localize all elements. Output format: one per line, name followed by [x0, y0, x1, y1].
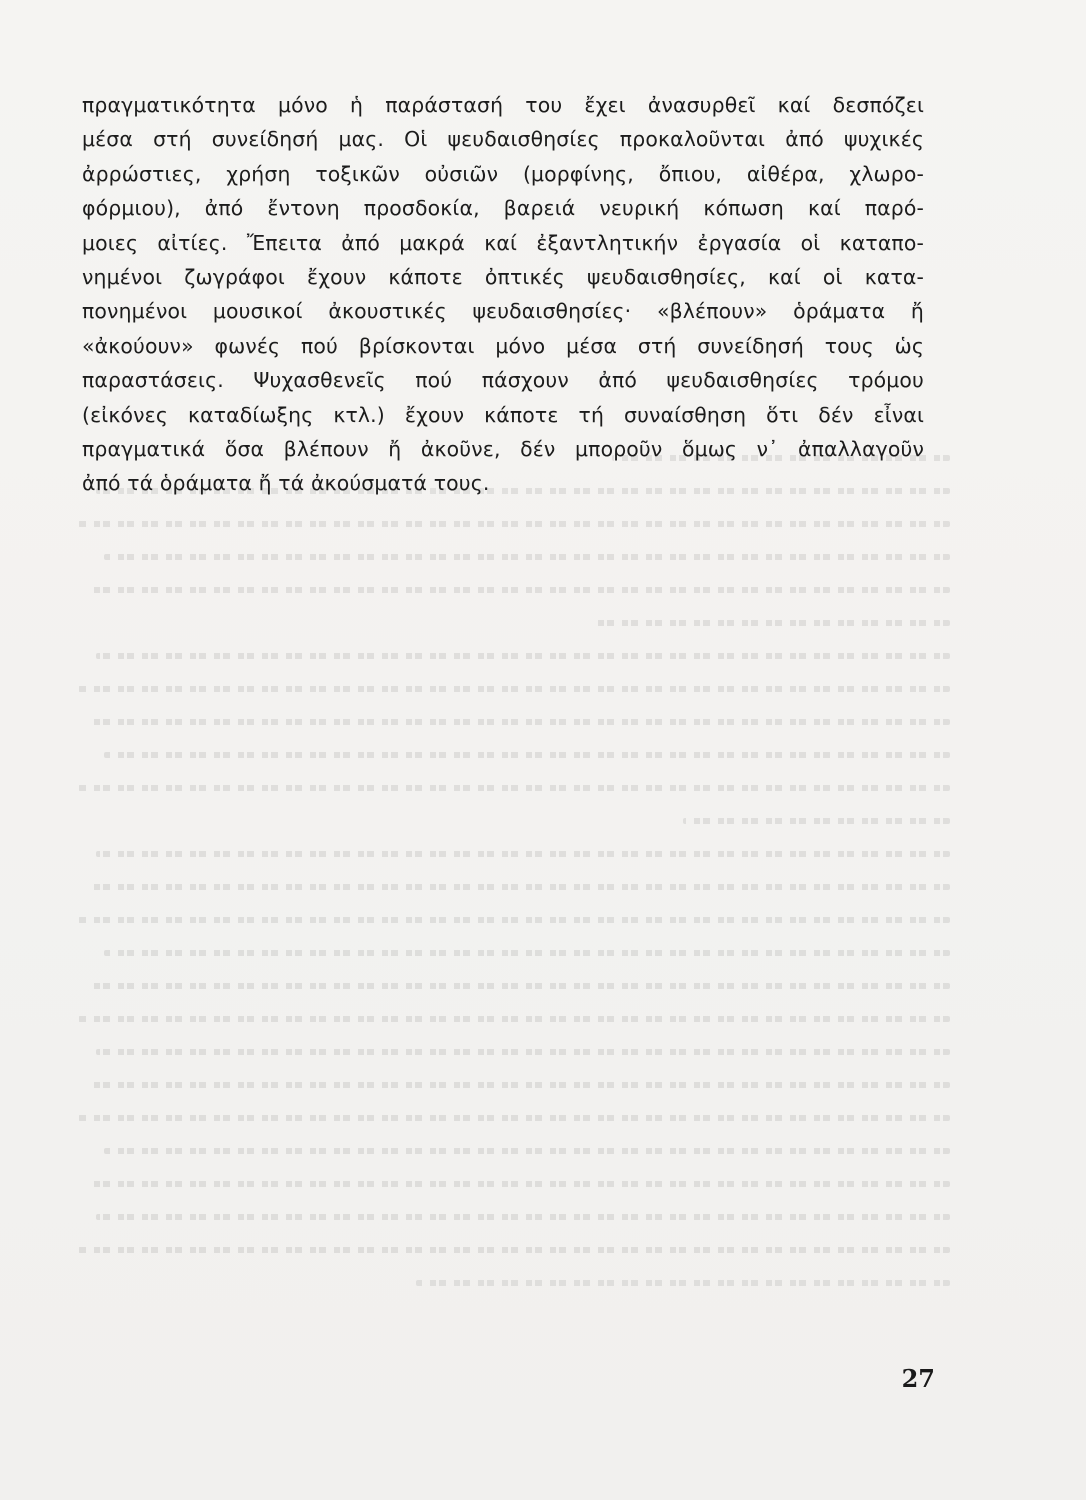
- text-line: παραστάσεις. Ψυχασθενεῖς πού πάσχουν ἀπό ψευδαισθησίες τρόμου: [82, 368, 924, 393]
- reverse-page-show-through: [60, 455, 950, 1355]
- text-line: «ἀκούουν» φωνές πού βρίσκονται μόνο μέσα στή συνείδησή τους ὡς: [82, 333, 924, 358]
- text-line: πραγματικά ὅσα βλέπουν ἤ ἀκοῦνε, δέν μποροῦν ὅμως ν᾽ ἀπαλλαγοῦν: [82, 436, 924, 461]
- text-line: φόρμιου), ἀπό ἔντονη προσδοκία, βαρειά νευρική κόπωση καί παρό-: [82, 196, 924, 221]
- text-line: πονημένοι μουσικοί ἀκουστικές ψευδαισθησίες· «βλέπουν» ὁράματα ἤ: [82, 299, 924, 324]
- text-line: νημένοι ζωγράφοι ἔχουν κάποτε ὀπτικές ψευδαισθησίες, καί οἱ κατα-: [82, 264, 924, 289]
- text-line: μέσα στή συνείδησή μας. Οἱ ψευδαισθησίες προκαλοῦνται ἀπό ψυχικές: [82, 127, 924, 152]
- text-line-last: ἀπό τά ὁράματα ἤ τά ἀκούσματά τους.: [82, 471, 490, 496]
- text-line: ἀρρώστιες, χρήση τοξικῶν οὐσιῶν (μορφίνης, ὄπιου, αἰθέρα, χλωρο-: [82, 161, 924, 186]
- text-line: (εἰκόνες καταδίωξης κτλ.) ἔχουν κάποτε τή συναίσθηση ὅτι δέν εἶναι: [82, 402, 924, 427]
- text-line: μοιες αἰτίες. Ἔπειτα ἀπό μακρά καί ἐξαντλητικήν ἐργασία οἱ καταπο-: [82, 230, 924, 255]
- page-number: 27: [901, 1364, 935, 1393]
- body-paragraph: [82, 88, 924, 501]
- text-line: πραγματικότητα μόνο ἡ παράστασή του ἔχει ἀνασυρθεῖ καί δεσπόζει: [82, 93, 924, 117]
